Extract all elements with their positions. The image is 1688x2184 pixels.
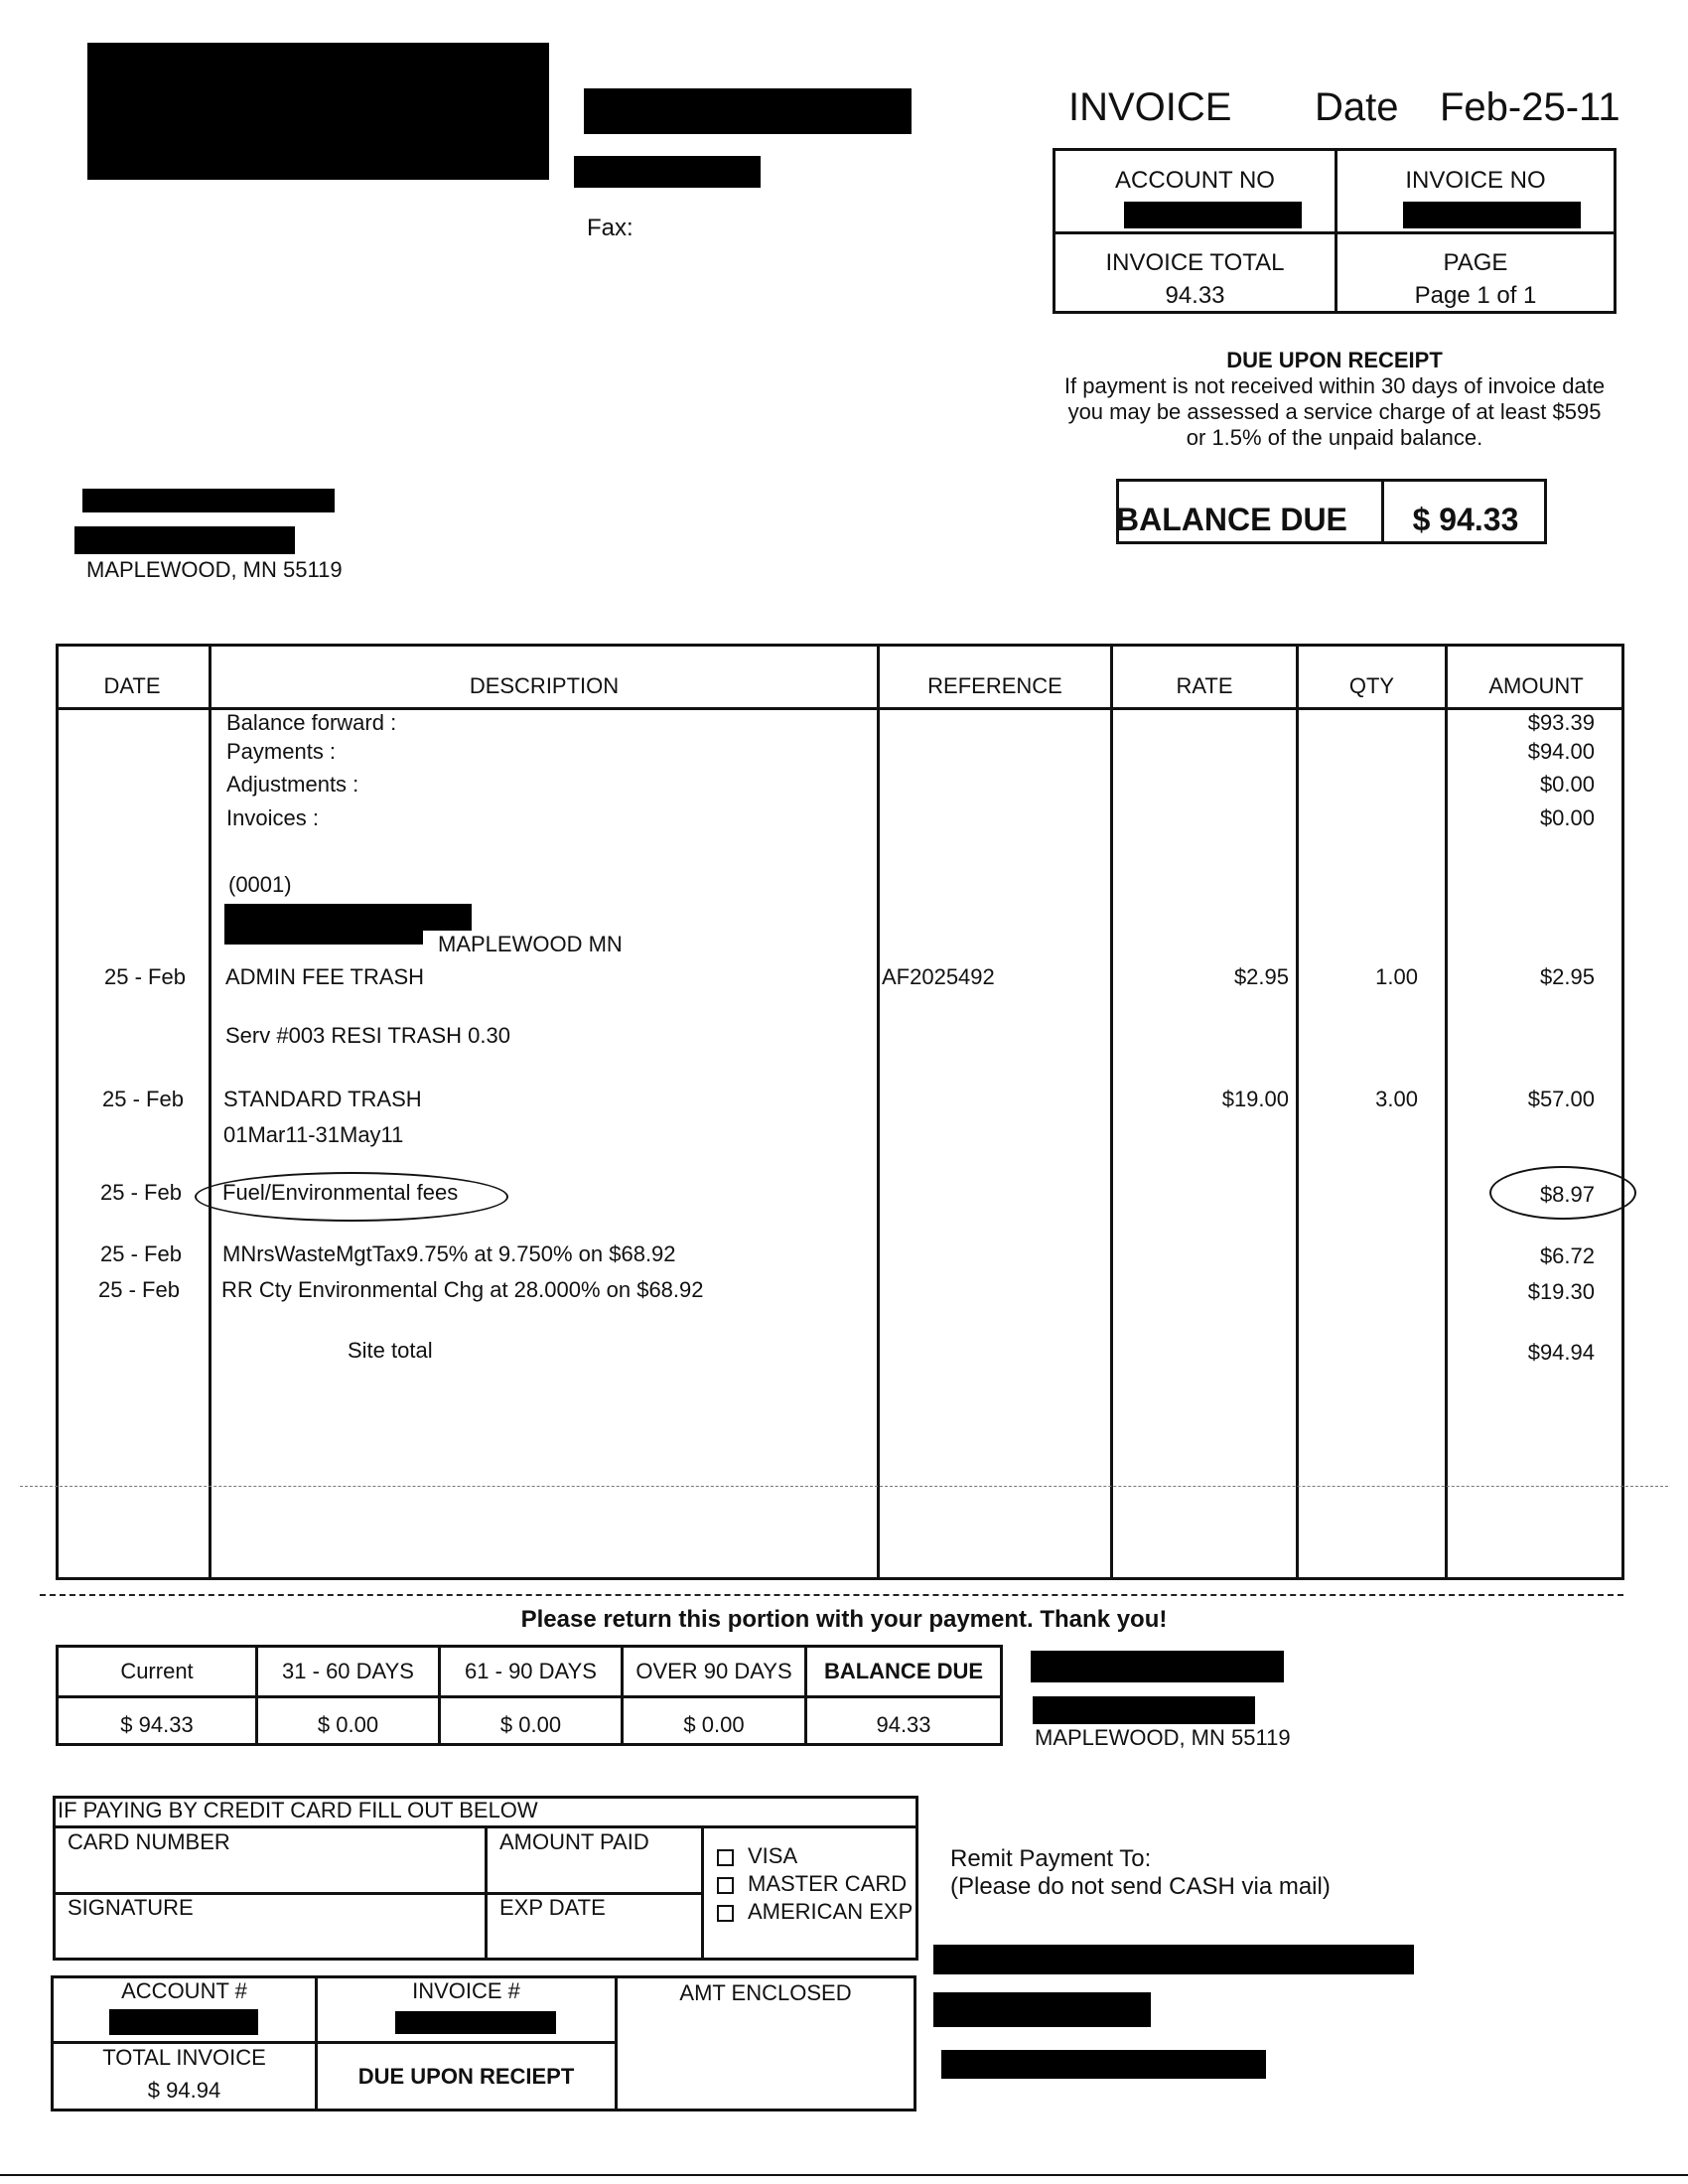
- payments-label: Payments :: [226, 739, 337, 764]
- balance-due-value: $ 94.33: [1412, 502, 1519, 537]
- fax-label: Fax:: [587, 215, 633, 241]
- invoice-total-label: INVOICE TOTAL: [1105, 249, 1285, 276]
- redacted-remitter-name: [1031, 1651, 1284, 1682]
- visa-checkbox[interactable]: [717, 1849, 734, 1866]
- redacted-remit-name: [933, 1945, 1414, 1974]
- line-description: MNrsWasteMgtTax9.75% at 9.750% on $68.92: [222, 1241, 676, 1266]
- remit-to-label: Remit Payment To:: [950, 1845, 1152, 1872]
- invoices-label: Invoices :: [226, 805, 319, 830]
- redacted-remitter-street: [1033, 1696, 1255, 1724]
- stub-invoice-label: INVOICE #: [412, 1978, 520, 2003]
- stub-rule-left: [51, 2041, 615, 2044]
- line-description: STANDARD TRASH: [223, 1087, 422, 1111]
- line-amount: $19.30: [1527, 1279, 1595, 1304]
- signature-label: SIGNATURE: [68, 1895, 194, 1920]
- line-description: RR Cty Environmental Chg at 28.000% on $68.92: [221, 1277, 704, 1302]
- line-rate: $2.95: [1233, 964, 1289, 989]
- visa-option[interactable]: [717, 1843, 797, 1869]
- redacted-company-logo: [87, 43, 549, 180]
- header-amount: AMOUNT: [1488, 673, 1584, 698]
- aging-value-31-60: $ 0.00: [317, 1712, 379, 1737]
- stub-due-note: DUE UPON RECIEPT: [357, 2064, 575, 2089]
- line-date: 25 - Feb: [98, 1277, 180, 1302]
- customer-city: MAPLEWOOD, MN 55119: [86, 557, 343, 582]
- redacted-invoice-no: [1403, 202, 1581, 228]
- line-rate: $19.00: [1221, 1087, 1289, 1111]
- line-date: 25 - Feb: [100, 1180, 182, 1205]
- redacted-site-address: [224, 904, 472, 931]
- card-number-label: CARD NUMBER: [68, 1829, 230, 1854]
- aging-header-31-60: 31 - 60 DAYS: [282, 1659, 414, 1683]
- amount-paid-label: AMOUNT PAID: [499, 1829, 649, 1854]
- line-description: Fuel/Environmental fees: [222, 1180, 459, 1205]
- balance-forward-amount: $93.39: [1527, 710, 1595, 735]
- line-description: ADMIN FEE TRASH: [225, 964, 425, 989]
- aging-header-balance-due: BALANCE DUE: [823, 1659, 984, 1683]
- redacted-customer-street: [74, 526, 295, 554]
- redacted-account-no: [1124, 202, 1302, 228]
- col-divider-1: [209, 644, 211, 1580]
- aging-value-61-90: $ 0.00: [499, 1712, 562, 1737]
- redacted-remit-city: [941, 2050, 1266, 2079]
- cc-divider-1: [485, 1825, 488, 1961]
- visa-label: VISA: [748, 1843, 798, 1868]
- amex-checkbox[interactable]: [717, 1905, 734, 1922]
- page-label: PAGE: [1443, 249, 1508, 276]
- circle-annotation-fuel-fee: [195, 1172, 508, 1222]
- line-date: 25 - Feb: [102, 1087, 184, 1111]
- aging-header-61-90: 61 - 90 DAYS: [465, 1659, 597, 1683]
- header-description: DESCRIPTION: [469, 673, 620, 698]
- site-code: (0001): [228, 872, 292, 897]
- summary-divider-h: [1053, 231, 1617, 234]
- date-label: Date: [1315, 85, 1399, 129]
- stub-amt-enclosed-label: AMT ENCLOSED: [679, 1980, 852, 2005]
- line-description: 01Mar11-31May11: [223, 1122, 404, 1147]
- terms-line-2: you may be assessed a service charge of at least $595: [1067, 399, 1602, 424]
- adjustments-label: Adjustments :: [226, 772, 359, 797]
- line-description: Serv #003 RESI TRASH 0.30: [225, 1023, 510, 1048]
- terms-line-1: If payment is not received within 30 days of invoice date: [1063, 373, 1606, 398]
- invoice-no-label: INVOICE NO: [1405, 167, 1546, 194]
- header-reference: REFERENCE: [927, 673, 1062, 698]
- stub-total-invoice-label: TOTAL INVOICE: [102, 2045, 266, 2070]
- mastercard-option[interactable]: [717, 1871, 907, 1897]
- line-qty: 1.00: [1375, 964, 1418, 989]
- aging-header-current: Current: [120, 1659, 194, 1683]
- redacted-customer-name: [82, 489, 335, 512]
- table-scan-line: [20, 1486, 1668, 1487]
- circle-annotation-fuel-amount: [1489, 1166, 1636, 1220]
- invoice-title: INVOICE: [1068, 85, 1232, 129]
- invoices-amount: $0.00: [1539, 805, 1595, 830]
- stub-account-label: ACCOUNT #: [121, 1978, 247, 2003]
- page-value: Page 1 of 1: [1414, 282, 1537, 309]
- site-city: MAPLEWOOD MN: [438, 932, 623, 956]
- cc-heading: IF PAYING BY CREDIT CARD FILL OUT BELOW: [58, 1798, 538, 1822]
- header-rate: RATE: [1176, 673, 1233, 698]
- balance-due-label: BALANCE DUE: [1116, 502, 1347, 537]
- redacted-company-phone: [574, 156, 761, 188]
- redacted-stub-invoice: [395, 2011, 556, 2034]
- page-bottom-rule: [0, 2174, 1688, 2176]
- amex-option[interactable]: [717, 1899, 913, 1925]
- line-reference: AF2025492: [882, 964, 995, 989]
- redacted-stub-account: [109, 2009, 258, 2035]
- site-total-value: $94.94: [1527, 1340, 1595, 1365]
- col-divider-2: [877, 644, 880, 1580]
- line-qty: 3.00: [1375, 1087, 1418, 1111]
- line-amount: $57.00: [1527, 1087, 1595, 1111]
- header-qty: QTY: [1348, 673, 1395, 698]
- site-total-label: Site total: [348, 1338, 433, 1363]
- terms-line-3: or 1.5% of the unpaid balance.: [1186, 425, 1483, 450]
- terms-heading: DUE UPON RECEIPT: [1226, 348, 1443, 372]
- balance-forward-label: Balance forward :: [226, 710, 397, 735]
- redacted-site-address-2: [224, 931, 423, 945]
- redacted-company-name: [584, 88, 912, 134]
- header-date: DATE: [103, 673, 161, 698]
- tear-line: [40, 1594, 1623, 1596]
- aging-value-over-90: $ 0.00: [683, 1712, 745, 1737]
- line-amount: $8.97: [1539, 1182, 1595, 1207]
- aging-value-current: $ 94.33: [120, 1712, 194, 1737]
- line-amount: $6.72: [1539, 1243, 1595, 1268]
- aging-rule: [56, 1695, 1003, 1698]
- invoice-total-value: 94.33: [1165, 282, 1225, 309]
- amex-label: AMERICAN EXP: [748, 1899, 914, 1924]
- stub-total-invoice-value: $ 94.94: [147, 2078, 221, 2103]
- aging-header-over-90: OVER 90 DAYS: [635, 1659, 792, 1683]
- account-no-label: ACCOUNT NO: [1115, 167, 1275, 194]
- adjustments-amount: $0.00: [1539, 772, 1595, 797]
- cc-divider-2: [701, 1825, 704, 1961]
- line-amount: $2.95: [1539, 964, 1595, 989]
- mastercard-checkbox[interactable]: [717, 1877, 734, 1894]
- exp-date-label: EXP DATE: [499, 1895, 606, 1920]
- mastercard-label: MASTER CARD: [748, 1871, 908, 1896]
- aging-value-balance-due: 94.33: [876, 1712, 931, 1737]
- payments-amount: $94.00: [1527, 739, 1595, 764]
- redacted-remit-street: [933, 1992, 1151, 2027]
- remitter-city: MAPLEWOOD, MN 55119: [1035, 1725, 1291, 1750]
- return-note: Please return this portion with your payment. Thank you!: [520, 1606, 1168, 1633]
- line-date: 25 - Feb: [104, 964, 186, 989]
- date-value: Feb-25-11: [1440, 85, 1620, 129]
- remit-cash-note: (Please do not send CASH via mail): [950, 1873, 1331, 1900]
- line-date: 25 - Feb: [100, 1241, 182, 1266]
